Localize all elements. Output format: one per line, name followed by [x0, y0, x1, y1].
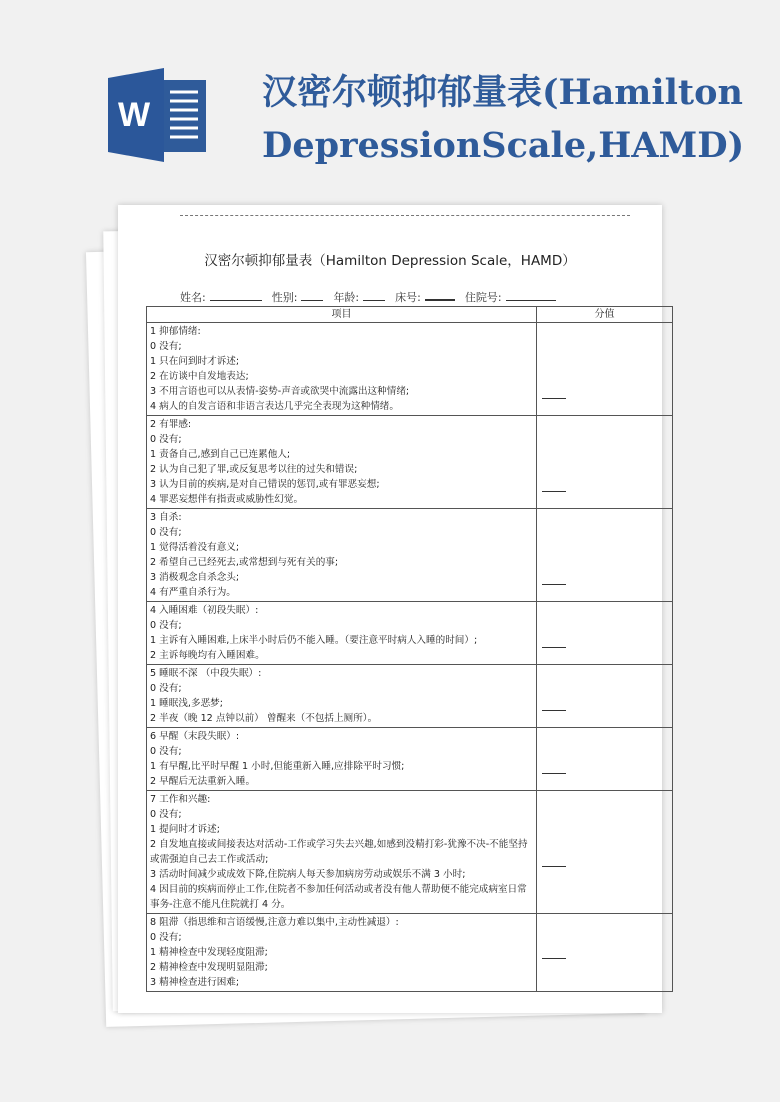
item-option: 0 没有; — [150, 932, 182, 943]
item-cell — [147, 416, 537, 509]
score-blank[interactable] — [542, 647, 566, 648]
item-option: 2 认为自己犯了罪,或反复思考以往的过失和错误; — [150, 464, 358, 475]
item-heading: 2 有罪感: — [150, 419, 192, 430]
item-option: 3 不用言语也可以从表情-姿势-声音或欲哭中流露出这种情绪; — [150, 386, 410, 397]
page-title: 汉密尔顿抑郁量表(HamiltonDepressionScale,HAMD) — [262, 72, 745, 166]
item-cell — [147, 728, 537, 791]
field-admission-no: 住院号: — [465, 289, 556, 305]
item-cell — [147, 665, 537, 728]
item-cell — [147, 323, 537, 416]
table-row — [147, 509, 673, 602]
score-cell[interactable] — [537, 323, 673, 416]
hamd-table — [146, 306, 673, 992]
item-option: 2 在访谈中自发地表达; — [150, 371, 249, 382]
item-option: 1 睡眠浅,多恶梦; — [150, 698, 223, 709]
svg-text:W: W — [117, 96, 151, 134]
score-blank[interactable] — [542, 491, 566, 492]
item-cell — [147, 602, 537, 665]
table-row — [147, 728, 673, 791]
item-heading: 5 睡眠不深 （中段失眠）: — [150, 668, 262, 679]
header-divider — [180, 215, 630, 216]
field-bed: 床号: — [395, 289, 455, 305]
table-row — [147, 665, 673, 728]
item-option: 4 病人的自发言语和非语言表达几乎完全表现为这种情绪。 — [150, 401, 399, 412]
score-blank[interactable] — [542, 958, 566, 959]
item-option: 3 活动时间减少或成效下降,住院病人每天参加病房劳动或娱乐不满 3 小时; — [150, 869, 466, 880]
item-option: 0 没有; — [150, 341, 182, 352]
score-cell[interactable] — [537, 728, 673, 791]
item-option: 3 精神检查进行困难; — [150, 977, 240, 988]
item-cell — [147, 791, 537, 914]
item-option: 1 觉得活着没有意义; — [150, 542, 240, 553]
item-option: 0 没有; — [150, 527, 182, 538]
score-cell[interactable] — [537, 509, 673, 602]
item-option: 0 没有; — [150, 683, 182, 694]
item-option: 4 有严重自杀行为。 — [150, 587, 236, 598]
score-blank[interactable] — [542, 584, 566, 585]
item-heading: 3 自杀: — [150, 512, 182, 523]
field-age: 年龄: — [333, 289, 385, 305]
item-option: 0 没有; — [150, 809, 182, 820]
item-option: 1 有早醒,比平时早醒 1 小时,但能重新入睡,应排除平时习惯; — [150, 761, 405, 772]
score-blank[interactable] — [542, 866, 566, 867]
item-option: 1 只在问到时才诉述; — [150, 356, 240, 367]
item-heading: 6 早醒（末段失眠）: — [150, 731, 240, 742]
item-option: 1 精神检查中发现轻度阻滞; — [150, 947, 268, 958]
item-option: 0 没有; — [150, 620, 182, 631]
field-gender: 性别: — [272, 289, 324, 305]
item-option: 3 消极观念自杀念头; — [150, 572, 240, 583]
item-cell — [147, 914, 537, 992]
score-cell[interactable] — [537, 416, 673, 509]
item-option: 2 自发地直接或间接表达对活动-工作或学习失去兴趣,如感到没精打彩-犹豫不决-不能坚持或需强迫自己去工作或活动; — [150, 839, 528, 865]
item-heading: 8 阻滞（指思维和言语缓慢,注意力难以集中,主动性减退）: — [150, 917, 399, 928]
item-option: 1 主诉有入睡困难,上床半小时后仍不能入睡。（要注意平时病人入睡的时间）; — [150, 635, 478, 646]
header-item: 项目 — [147, 307, 537, 323]
field-name: 姓名: — [180, 289, 262, 305]
item-option: 1 提问时才诉述; — [150, 824, 220, 835]
item-option: 2 精神检查中发现明显阻滞; — [150, 962, 268, 973]
item-option: 1 责备自己,感到自己已连累他人; — [150, 449, 291, 460]
header-score: 分值 — [537, 307, 673, 323]
table-row — [147, 914, 673, 992]
item-cell — [147, 509, 537, 602]
item-option: 0 没有; — [150, 746, 182, 757]
item-option: 2 希望自己已经死去,或常想到与死有关的事; — [150, 557, 339, 568]
item-heading: 4 入睡困难（初段失眠）: — [150, 605, 259, 616]
table-row — [147, 602, 673, 665]
word-doc-icon — [108, 68, 208, 162]
patient-info — [180, 289, 556, 305]
table-row — [147, 323, 673, 416]
table-row — [147, 416, 673, 509]
item-option: 2 半夜（晚 12 点钟以前） 曾醒来（不包括上厕所）。 — [150, 713, 378, 724]
score-cell[interactable] — [537, 602, 673, 665]
score-cell[interactable] — [537, 791, 673, 914]
item-option: 4 罪恶妄想伴有指责或威胁性幻觉。 — [150, 494, 304, 505]
item-option: 2 主诉每晚均有入睡困难。 — [150, 650, 265, 661]
table-row — [147, 791, 673, 914]
item-heading: 7 工作和兴趣: — [150, 794, 211, 805]
document-page — [118, 205, 662, 1013]
score-blank[interactable] — [542, 710, 566, 711]
document-title: 汉密尔顿抑郁量表（Hamilton Depression Scale，HAMD） — [204, 253, 576, 269]
item-option: 3 认为目前的疾病,是对自己错误的惩罚,或有罪恶妄想; — [150, 479, 380, 490]
item-option: 2 早醒后无法重新入睡。 — [150, 776, 256, 787]
item-option: 0 没有; — [150, 434, 182, 445]
item-heading: 1 抑郁情绪: — [150, 326, 201, 337]
score-blank[interactable] — [542, 773, 566, 774]
score-cell[interactable] — [537, 914, 673, 992]
score-cell[interactable] — [537, 665, 673, 728]
item-option: 4 因目前的疾病而停止工作,住院者不参加任何活动或者没有他人帮助便不能完成病室日常事务-注意不能凡住院就打 4 分。 — [150, 884, 527, 910]
score-blank[interactable] — [542, 398, 566, 399]
